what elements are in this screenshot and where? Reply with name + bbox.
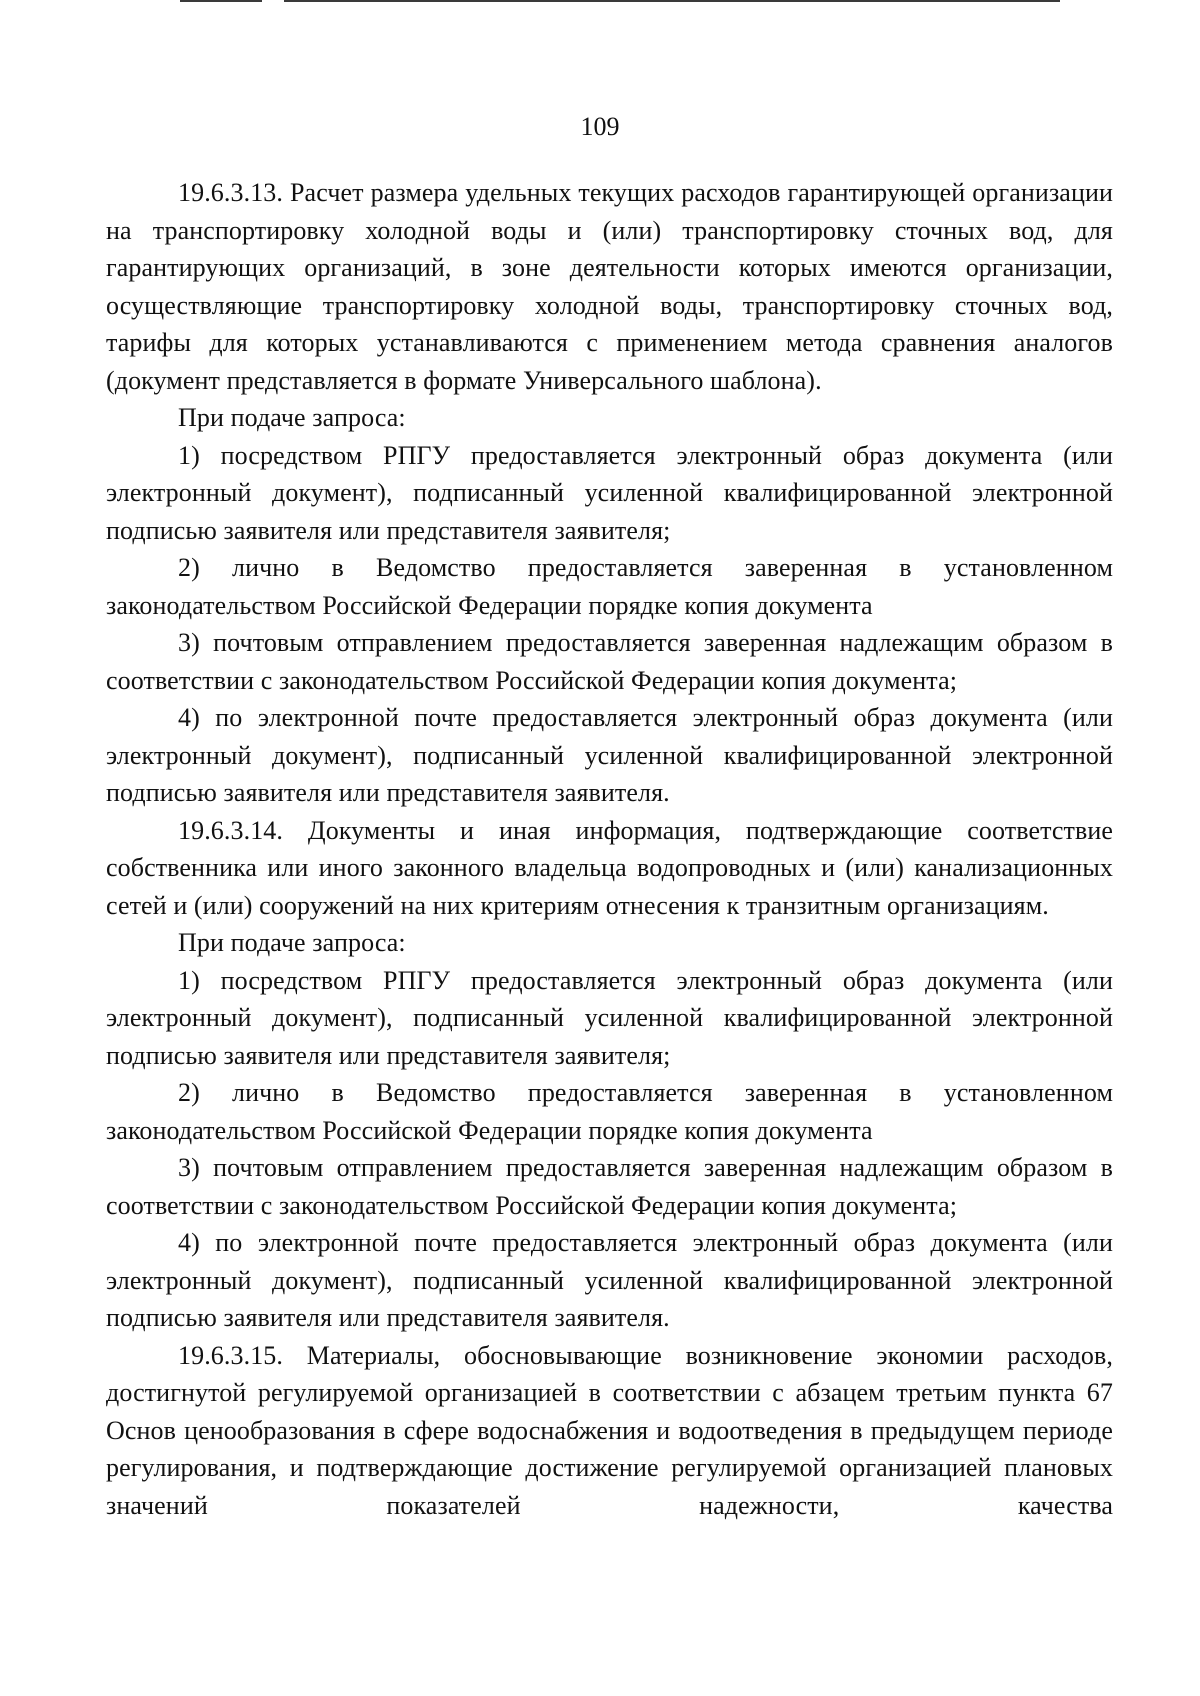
paragraph-request-intro: При подаче запроса: [178,403,406,432]
paragraph-19-6-3-15: 19.6.3.15. Материалы, обосновывающие возникновение экономии расходов, достигнутой регулируемой организацией в соответствии с абзацем третьим пункта 67 Основ ценообразования в сфере водоснабжения и водоотведения в предыдущем периоде регулирования, и подтверждающие достижение регулируемой организацией плановых значений показателей надежности, качества [106,1340,1113,1520]
paragraph-request-intro: При подаче запроса: [178,928,406,957]
document-body [106,174,1113,1524]
paragraph-option-2: 2) лично в Ведомство предоставляется заверенная в установленном законодательством Российской Федерации порядке копия документа [106,1078,1113,1145]
paragraph-option-3: 3) почтовым отправлением предоставляется заверенная надлежащим образом в соответствии с законодательством Российской Федерации копия документа; [106,628,1113,695]
paragraph-19-6-3-13: 19.6.3.13. Расчет размера удельных текущих расходов гарантирующей организации на транспортировку холодной воды и (или) транспортировку сточных вод, для гарантирующих организаций, в зоне деятельности которых имеются организации, осуществляющие транспортировку холодной воды, транспортировку сточных вод, тарифы для которых устанавливаются с применением метода сравнения аналогов (документ представляется в формате Универсального шаблона). [106,178,1113,395]
paragraph-option-4: 4) по электронной почте предоставляется электронный образ документа (или электронный документ), подписанный усиленной квалифицированной электронной подписью заявителя или представителя заявителя. [106,703,1113,807]
paragraph-option-3: 3) почтовым отправлением предоставляется заверенная надлежащим образом в соответствии с законодательством Российской Федерации копия документа; [106,1153,1113,1220]
paragraph-option-1: 1) посредством РПГУ предоставляется электронный образ документа (или электронный документ), подписанный усиленной квалифицированной электронной подписью заявителя или представителя заявителя; [106,440,1113,545]
top-edge-gap [262,0,284,2]
top-edge-line [180,0,1060,2]
paragraph-option-2: 2) лично в Ведомство предоставляется заверенная в установленном законодательством Российской Федерации порядке копия документа [106,553,1113,620]
paragraph-option-1: 1) посредством РПГУ предоставляется электронный образ документа (или электронный документ), подписанный усиленной квалифицированной электронной подписью заявителя или представителя заявителя; [106,965,1113,1070]
paragraph-option-4: 4) по электронной почте предоставляется электронный образ документа (или электронный документ), подписанный усиленной квалифицированной электронной подписью заявителя или представителя заявителя. [106,1228,1113,1332]
paragraph-19-6-3-14: 19.6.3.14. Документы и иная информация, подтверждающие соответствие собственника или иного законного владельца водопроводных и (или) канализационных сетей и (или) сооружений на них критериям отнесения к транзитным организациям. [106,815,1113,920]
page-number: 109 [580,112,620,141]
